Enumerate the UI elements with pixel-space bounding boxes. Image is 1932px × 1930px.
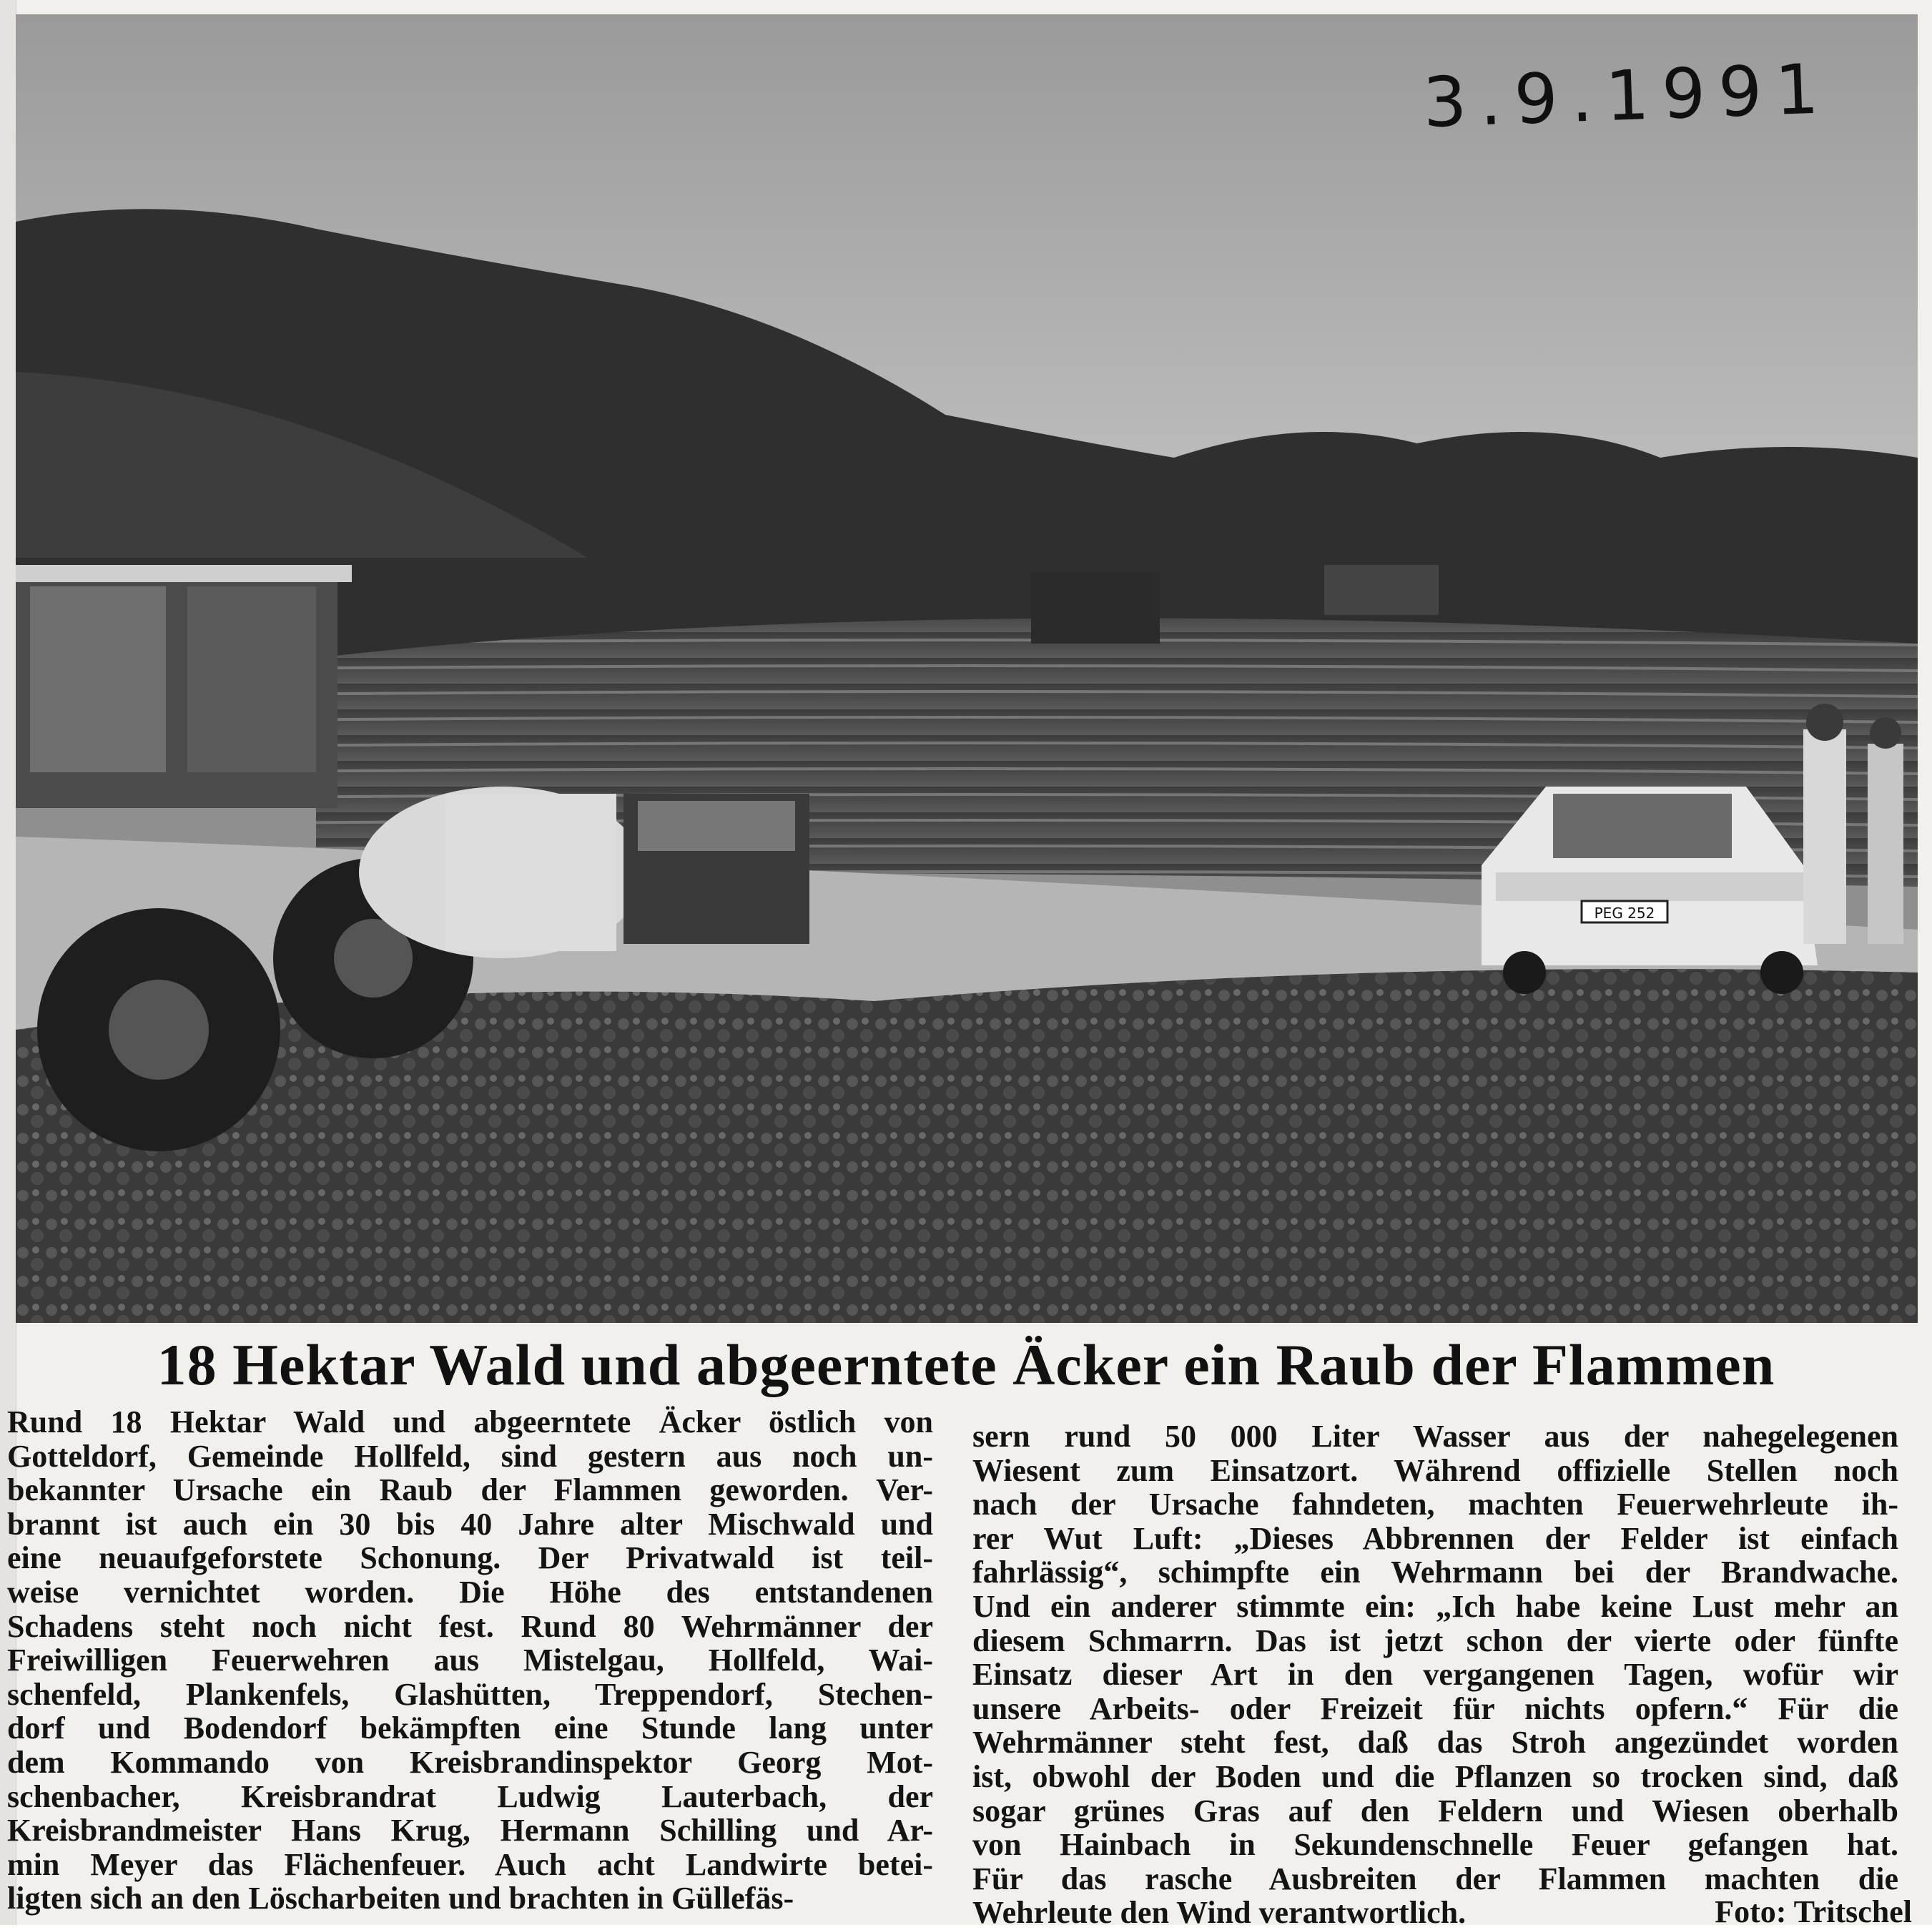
tank-trailer xyxy=(359,787,645,958)
article-line: rer Wut Luft: „Dieses Abbrennen der Felder ist einfach xyxy=(972,1520,1898,1556)
article-line: dorf und Bodendorf bekämpften eine Stunde lang unter xyxy=(7,1710,933,1746)
article-line: Rund 18 Hektar Wald und abgeerntete Äcker östlich von xyxy=(7,1404,933,1439)
article-line: Schadens steht noch nicht fest. Rund 80 Wehrmänner der xyxy=(7,1608,933,1644)
article-photo xyxy=(16,14,1918,1323)
white-car xyxy=(1482,787,1818,994)
article-line: schenfeld, Plankenfels, Glashütten, Treppendorf, Stechen- xyxy=(7,1676,933,1712)
article-line: Kreisbrandmeister Hans Krug, Hermann Schilling und Ar- xyxy=(7,1813,933,1848)
article-line: diesem Schmarrn. Das ist jetzt schon der vierte oder fünfte xyxy=(972,1623,1898,1658)
article-line: Gotteldorf, Gemeinde Hollfeld, sind gestern aus noch un- xyxy=(7,1438,933,1474)
handwritten-date: 3.9.1991 xyxy=(1421,49,1833,143)
article-line: dem Kommando von Kreisbrandinspektor Georg Mot- xyxy=(7,1744,933,1780)
article-line: ligten sich an den Löscharbeiten und brachten in Güllefäs- xyxy=(7,1881,794,1916)
article-line: fahrlässig“, schimpfte ein Wehrmann bei der Brandwache. xyxy=(972,1555,1898,1590)
article-line: unsere Arbeits- oder Freizeit für nichts opfern.“ Für die xyxy=(972,1690,1898,1726)
article-line: eine neuaufgeforstete Schonung. Der Privatwald ist teil- xyxy=(7,1540,933,1576)
article-line: Wiesent zum Einsatzort. Während offizielle Stellen noch xyxy=(972,1452,1898,1488)
article-line: min Meyer das Flächenfeuer. Auch acht Landwirte betei- xyxy=(7,1846,933,1882)
article-line: Für das rasche Ausbreiten der Flammen machten die xyxy=(972,1861,1898,1896)
article-line: schenbacher, Kreisbrandrat Ludwig Lauterbach, der xyxy=(7,1778,933,1814)
article-column-left xyxy=(7,1405,933,1916)
article-line: Wehrleute den Wind verantwortlich. xyxy=(972,1895,1467,1930)
article-line: bekannter Ursache ein Raub der Flammen geworden. Ver- xyxy=(7,1472,933,1508)
article-line: Und ein anderer stimmte ein: „Ich habe keine Lust mehr an xyxy=(972,1588,1898,1624)
article-line: sern rund 50 000 Liter Wasser aus der nahegelegenen xyxy=(972,1419,1898,1454)
headline: 18 Hektar Wald und abgeerntete Äcker ein Raub der Flammen xyxy=(157,1332,1775,1397)
article-column-right xyxy=(972,1419,1898,1930)
utility-vehicle xyxy=(624,794,809,944)
license-plate: PEG 252 xyxy=(1594,905,1655,922)
article-line: Einsatz dieser Art in den vergangenen Tagen, wofür wir xyxy=(972,1657,1898,1693)
article-line: weise vernichtet worden. Die Höhe des entstandenen xyxy=(7,1574,933,1610)
article-line: Freiwilligen Feuerwehren aus Mistelgau, Hollfeld, Wai- xyxy=(7,1643,933,1678)
photo-credit: Foto: Tritschel xyxy=(1715,1894,1912,1929)
article-line: brannt ist auch ein 30 bis 40 Jahre alter Mischwald und xyxy=(7,1506,933,1542)
article-line: von Hainbach in Sekundenschnelle Feuer gefangen hat. xyxy=(972,1827,1898,1863)
article-line: ist, obwohl der Boden und die Pflanzen so trocken sind, daß xyxy=(972,1758,1898,1794)
article-line: sogar grünes Gras auf den Feldern und Wiesen oberhalb xyxy=(972,1793,1898,1828)
article-line: nach der Ursache fahndeten, machten Feuerwehrleute ih- xyxy=(972,1487,1898,1522)
article-line: Wehrmänner steht fest, daß das Stroh angezündet worden xyxy=(972,1725,1898,1761)
